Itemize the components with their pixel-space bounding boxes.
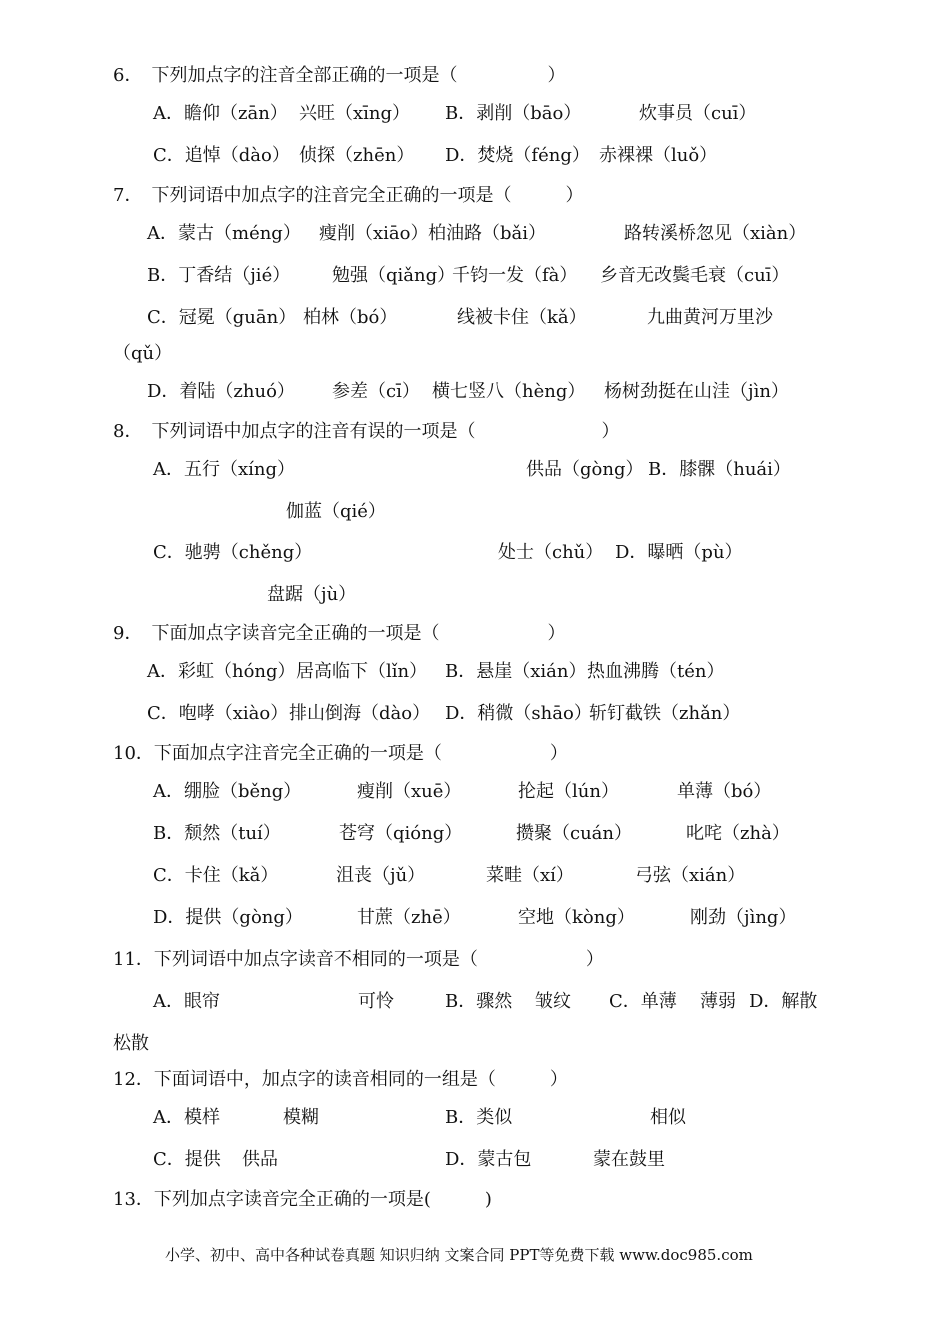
q7-b3: 千钧一发（fà） [452,265,578,286]
q9-a1: A．彩虹（hóng） [147,661,296,682]
q11-opt-3: B．骤然 [445,991,513,1012]
q10-r3-c: 菜畦（xí） [486,865,574,886]
q10-r2-d: 叱咤（zhà） [686,823,790,844]
q11-opt-7: D．解散 [749,991,818,1012]
q10-r4-b: 甘蔗（zhē） [357,907,461,928]
q10-r2-a: B．颓然（tuí） [153,823,281,844]
q10-r4-c: 空地（kòng） [518,907,635,928]
q9-stem: 9． 下面加点字读音完全正确的一项是（ ） [113,623,566,644]
q7-b4: 乡音无改鬓毛衰（cuī） [600,265,790,286]
q10-r2-b: 苍穹（qióng） [339,823,463,844]
q10-r2-c: 攒聚（cuán） [516,823,632,844]
q8-b1: B．膝髁（huái） [648,459,791,480]
q10-r1-a: A．绷脸（běng） [153,781,302,802]
q7-stem: 7． 下列词语中加点字的注音完全正确的一项是（ ） [113,185,584,206]
q12-a1: A．模样 [153,1107,220,1128]
q7-b2: 勉强（qiǎng） [332,265,456,286]
q7-b1: B．丁香结（jié） [147,265,291,286]
q6-option-d2: 赤裸裸（luǒ） [599,145,718,166]
q6-option-a1: A．瞻仰（zān） [153,103,288,124]
q12-b2: 相似 [650,1107,686,1128]
q9-d2: 斩钉截铁（zhǎn） [589,703,741,724]
q13-stem: 13．下列加点字读音完全正确的一项是( ) [113,1189,492,1210]
q7-a4: 路转溪桥忽见（xiàn） [624,223,807,244]
q11-opt-2: 可怜 [358,991,394,1012]
q8-c2: 处士（chǔ） [498,542,604,563]
q6-option-d1: D．焚烧（féng） [445,145,590,166]
q7-d1: D．着陆（zhuó） [147,381,295,402]
q7-a2: 瘦削（xiāo） [319,223,429,244]
q7-d3: 横七竖八（hèng） [432,381,586,402]
q10-r1-b: 瘦削（xuē） [357,781,462,802]
q8-a2: 供品（gòng） [526,459,644,480]
q10-r4-a: D．提供（gòng） [153,907,303,928]
q7-c3: 线被卡住（kǎ） [457,307,587,328]
q9-a2: 居高临下（lǐn） [296,661,428,682]
q12-d1: D．蒙古包 [445,1149,532,1170]
q7-c2: 柏林（bó） [303,307,398,328]
q8-c1: C．驰骋（chěng） [153,542,313,563]
q11-stem: 11．下列词语中加点字读音不相同的一项是（ ） [113,949,604,970]
q12-a2: 模糊 [283,1107,319,1128]
q12-stem: 12．下面词语中，加点字的读音相同的一组是（ ） [113,1069,568,1090]
q11-opt-6: 薄弱 [700,991,736,1012]
q8-d2: 盘踞（jù） [267,584,357,605]
q7-c4: 九曲黄河万里沙 [647,307,773,328]
q7-d2: 参差（cī） [332,381,420,402]
q11-opt-4: 皱纹 [535,991,571,1012]
q7-c1: C．冠冕（guān） [147,307,297,328]
q11-opt-5: C．单薄 [609,991,677,1012]
q9-b2: 热血沸腾（tén） [587,661,725,682]
q8-b2: 伽蓝（qié） [286,501,386,522]
q10-r3-a: C．卡住（kǎ） [153,865,279,886]
q8-a1: A．五行（xíng） [153,459,296,480]
q10-r1-d: 单薄（bó） [677,781,772,802]
q12-c1: C．提供 [153,1149,221,1170]
q8-stem: 8． 下列词语中加点字的注音有误的一项是（ ） [113,421,620,442]
q10-r4-d: 刚劲（jìng） [690,907,797,928]
q7-a3: 柏油路（bǎi） [428,223,547,244]
q6-option-b1: B．剥削（bāo） [445,103,582,124]
q12-b1: B．类似 [445,1107,513,1128]
q6-stem: 6． 下列加点字的注音全部正确的一项是（ ） [113,65,566,86]
q6-option-c1: C．追悼（dào） [153,145,290,166]
q9-b1: B．悬崖（xián） [445,661,587,682]
q11-opt-1: A．眼帘 [153,991,220,1012]
q12-c2: 供品 [242,1149,278,1170]
q7-c5: （qǔ） [113,343,173,364]
q7-d4: 杨树劲挺在山洼（jìn） [604,381,789,402]
q9-c2: 排山倒海（dào） [289,703,431,724]
q9-d1: D．稍微（shāo） [445,703,592,724]
page-footer: 小学、初中、高中各种试卷真题 知识归纳 文案合同 PPT等免费下载 www.doc985.com [165,1246,753,1264]
q8-d1: D．曝晒（pù） [615,542,743,563]
q7-a1: A．蒙古（méng） [147,223,301,244]
q6-option-a2: 兴旺（xīng） [299,103,411,124]
q9-c1: C．咆哮（xiào） [147,703,289,724]
q10-r1-c: 抡起（lún） [518,781,619,802]
q10-stem: 10．下面加点字注音完全正确的一项是（ ） [113,743,568,764]
q6-option-c2: 侦探（zhēn） [299,145,415,166]
q10-r3-d: 弓弦（xián） [635,865,746,886]
q12-d2: 蒙在鼓里 [593,1149,665,1170]
q11-opt-8: 松散 [113,1033,149,1054]
q6-option-b2: 炊事员（cuī） [639,103,757,124]
q10-r3-b: 沮丧（jǔ） [336,865,426,886]
